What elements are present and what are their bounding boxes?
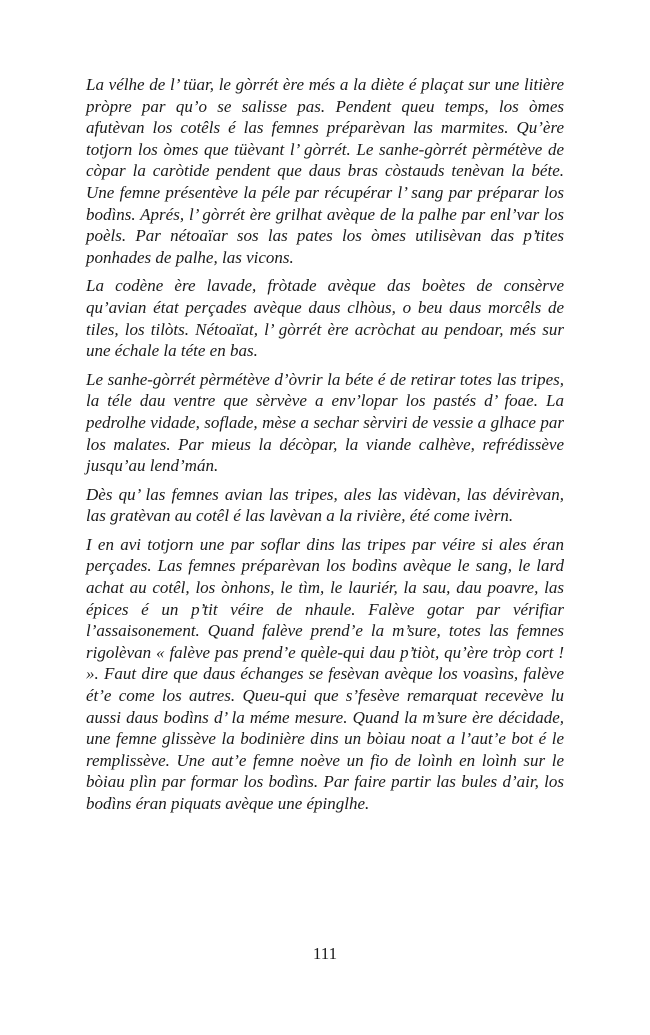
page-number: 111 [312,944,338,963]
body-text [86,74,564,822]
paragraph-2: La codène ère lavade, fròtade avèque das boètes de consèrve qu’avian état perçades avèque daus clhòus, o beu daus morcêls de tiles, los tilòts. Nétoaïat, l’ gòrrét ère acròchat au pendoar, més sur une échale la téte en bas. [86,276,564,361]
paragraph-3: Le sanhe-gòrrét pèrmétève d’òvrir la béte é de retirar totes las tripes, la téle dau ventre que sèrvève a env’lopar los pastés d’ foae. La pedrolhe vidade, soflade, mèse a sechar sèrviri de vessie a glhace par los malates. Par mieus la décòpar, la viande calhève, refrédissève jusqu’au lend’mán. [86,369,564,476]
paragraph-1: La vélhe de l’ tüar, le gòrrét ère més a la diète é plaçat sur une litière pròpre par qu’o se salisse pas. Pendent queu temps, los òmes afutèvan los cotêls é las femnes préparèvan las marmites. Qu’ère totjorn los òmes que tüèvant l’ gòrrét. Le sanhe-gòrrét pèrmétève de còpar la caròtide pendent que daus bras còstauds tenèvan la béte. Une femne présentève la péle par récupérar l’ sang par préparar los bodìns. Aprés, l’ gòrrét ère grilhat avèque de la palhe par enl’var los poèls. Par nétoaïar sos las pates los òmes utilisèvan das p’tites ponhades de palhe, las vicons. [86,75,564,267]
paragraph-4: Dès qu’ las femnes avian las tripes, ales las vidèvan, las dévirèvan, las gratèvan au cotêl é las lavèvan a la rivière, été come ivèrn. [86,484,564,526]
paragraph-5: I en avi totjorn une par soflar dins las tripes par véire si ales éran perçades. Las femnes préparèvan los bodìns avèque le sang, le lard achat au cotêl, los ònhons, le tìm, le lauriér, la sau, dau poavre, las épices é un p’tit véire de nhaule. Falève gotar par vérifiar l’assaisonement. Quand falève prend’e la m’sure, totes las femnes rigolèvan « falève pas prend’e quèle-qui dau p’tiòt, qu’ère tròp cort ! ». Faut dire que daus échanges se fesèvan avèque los voasìns, falève ét’e come los autres. Queu-qui que s’fesève remarquat recevève lu aussi daus bodìns d’ la méme mesure. Quand la m’sure ère décidade, une femne glissève la bodinière dins un bòiau noat a l’aut’e bot é le remplissève. Une aut’e femne noève un fio de loình en loình sur le bòiau plìn par formar los bodìns. Par faire partir las bules d’air, los bodìns éran piquats avèque une épinglhe. [86,534,564,813]
